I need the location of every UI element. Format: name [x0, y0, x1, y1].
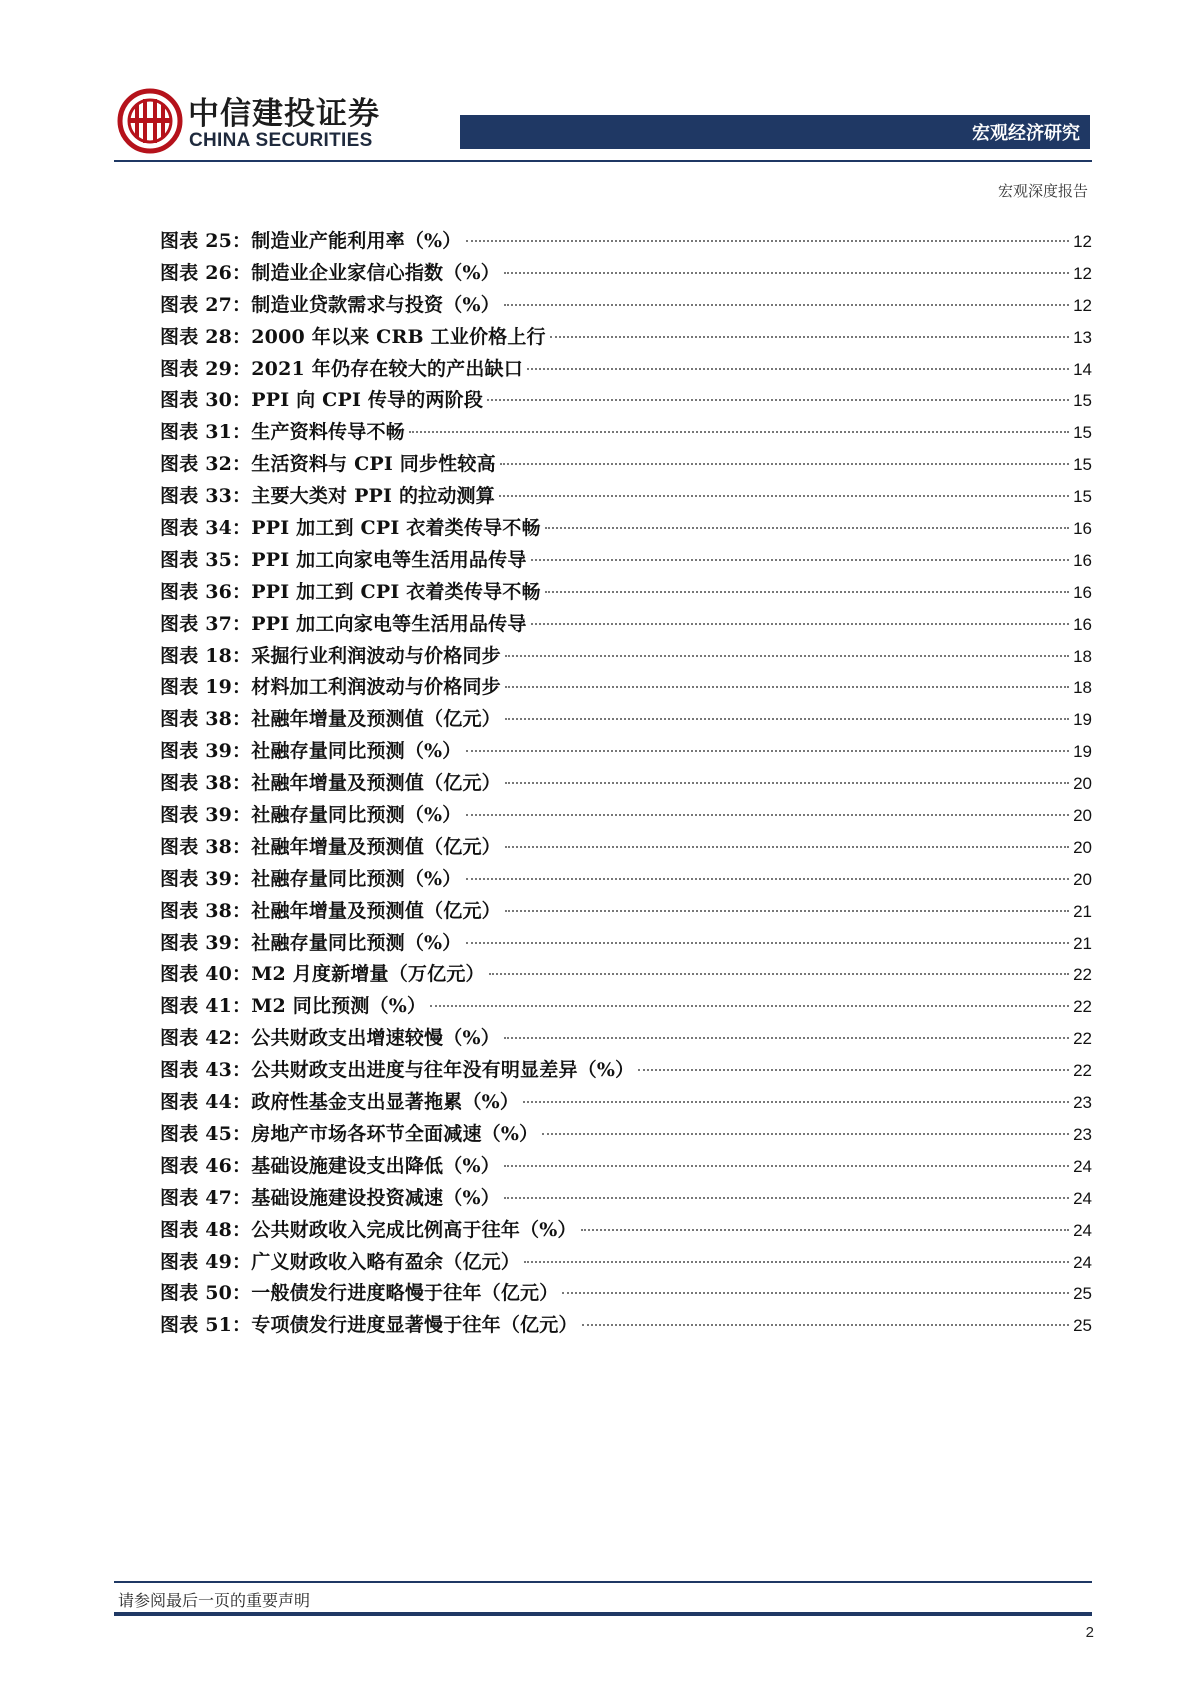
toc-entry-label[interactable]: 图表 44：政府性基金支出显著拖累（%） — [160, 1091, 520, 1114]
toc-leader-dots — [409, 431, 1069, 433]
toc-entry-label[interactable]: 图表 38：社融年增量及预测值（亿元） — [160, 708, 501, 731]
toc-entry-page[interactable]: 22 — [1073, 965, 1092, 985]
toc-entry-label[interactable]: 图表 40：M2 月度新增量（万亿元） — [160, 963, 485, 986]
toc-entry-page[interactable]: 12 — [1073, 232, 1092, 251]
toc-entry-label[interactable]: 图表 29：2021 年仍存在较大的产出缺口 — [160, 357, 523, 380]
toc-entry-page[interactable]: 18 — [1073, 678, 1092, 698]
toc-entry[interactable] — [160, 385, 1092, 417]
toc-entry-page[interactable]: 20 — [1073, 837, 1092, 857]
toc-entry-page[interactable]: 23 — [1073, 1093, 1092, 1113]
toc-leader-dots — [505, 655, 1069, 657]
toc-entry-page[interactable]: 20 — [1073, 869, 1092, 889]
section-label: 宏观经济研究 — [972, 123, 1080, 144]
toc-entry[interactable] — [160, 290, 1092, 322]
toc-entry[interactable] — [160, 896, 1092, 928]
toc-leader-dots — [531, 623, 1070, 625]
brand-name-en: CHINA SECURITIES — [189, 130, 373, 151]
toc-entry-page[interactable]: 12 — [1073, 263, 1092, 283]
toc-entry-page[interactable]: 20 — [1073, 774, 1092, 794]
toc-entry-label[interactable]: 图表 48：公共财政收入完成比例高于往年（%） — [160, 1218, 577, 1241]
toc-leader-dots — [504, 1165, 1069, 1167]
toc-entry-label[interactable]: 图表 19：材料加工利润波动与价格同步 — [160, 676, 501, 699]
footer-divider-bottom — [114, 1612, 1092, 1616]
toc-entry-page[interactable]: 16 — [1073, 550, 1092, 570]
toc-entry-label[interactable]: 图表 25：制造业产能利用率（%） — [160, 230, 462, 252]
toc-leader-dots — [545, 591, 1069, 593]
toc-entry-label[interactable]: 图表 42：公共财政支出增速较慢（%） — [160, 1027, 500, 1050]
toc-entry-page[interactable]: 25 — [1073, 1284, 1092, 1304]
figure-index — [160, 226, 1092, 1342]
toc-entry-page[interactable]: 15 — [1073, 423, 1092, 443]
toc-entry-label[interactable]: 图表 38：社融年增量及预测值（亿元） — [160, 772, 501, 795]
toc-leader-dots — [505, 910, 1069, 912]
brand-name-cn: 中信建投证券 — [188, 96, 380, 132]
toc-entry[interactable] — [160, 1087, 1092, 1119]
toc-entry-label[interactable]: 图表 32：生活资料与 CPI 同步性较高 — [160, 453, 496, 476]
toc-leader-dots — [466, 240, 1070, 242]
toc-entry-page[interactable]: 24 — [1073, 1252, 1092, 1272]
toc-entry[interactable] — [160, 258, 1092, 290]
toc-entry-label[interactable]: 图表 33：主要大类对 PPI 的拉动测算 — [160, 485, 495, 508]
toc-entry-label[interactable]: 图表 39：社融存量同比预测（%） — [160, 740, 462, 763]
toc-entry-page[interactable]: 22 — [1073, 1061, 1092, 1081]
toc-entry-page[interactable]: 24 — [1073, 1220, 1092, 1240]
toc-leader-dots — [499, 495, 1069, 497]
toc-entry-page[interactable]: 25 — [1073, 1316, 1092, 1336]
toc-entry[interactable] — [160, 354, 1092, 386]
toc-entry-label[interactable]: 图表 50：一般债发行进度略慢于往年（亿元） — [160, 1282, 559, 1305]
toc-entry[interactable] — [160, 226, 1092, 258]
toc-entry-page[interactable]: 21 — [1073, 933, 1092, 953]
toc-entry-label[interactable]: 图表 45：房地产市场各环节全面减速（%） — [160, 1122, 539, 1145]
toc-entry[interactable] — [160, 417, 1092, 449]
toc-entry-label[interactable]: 图表 34：PPI 加工到 CPI 衣着类传导不畅 — [160, 517, 541, 540]
toc-leader-dots — [504, 1197, 1069, 1199]
toc-entry-label[interactable]: 图表 39：社融存量同比预测（%） — [160, 867, 462, 890]
toc-leader-dots — [527, 368, 1069, 370]
toc-leader-dots — [505, 718, 1069, 720]
toc-entry-label[interactable]: 图表 38：社融年增量及预测值（亿元） — [160, 835, 501, 858]
toc-entry-page[interactable]: 20 — [1073, 806, 1092, 826]
toc-entry-label[interactable]: 图表 39：社融存量同比预测（%） — [160, 931, 462, 954]
toc-leader-dots — [505, 846, 1069, 848]
toc-entry[interactable] — [160, 1215, 1092, 1247]
toc-entry-page[interactable]: 15 — [1073, 455, 1092, 475]
toc-entry-page[interactable]: 19 — [1073, 710, 1092, 730]
toc-leader-dots — [542, 1133, 1069, 1135]
toc-leader-dots — [466, 750, 1070, 752]
toc-entry[interactable] — [160, 672, 1092, 704]
toc-leader-dots — [562, 1292, 1069, 1294]
toc-entry-page[interactable]: 13 — [1073, 327, 1092, 347]
toc-entry-label[interactable]: 图表 37：PPI 加工向家电等生活用品传导 — [160, 612, 527, 635]
toc-entry[interactable] — [160, 832, 1092, 864]
toc-leader-dots — [531, 559, 1070, 561]
toc-entry[interactable] — [160, 449, 1092, 481]
toc-entry-page[interactable]: 19 — [1073, 742, 1092, 762]
toc-entry[interactable] — [160, 736, 1092, 768]
report-type: 宏观深度报告 — [997, 182, 1088, 200]
toc-leader-dots — [504, 1037, 1069, 1039]
toc-entry-label[interactable]: 图表 43：公共财政支出进度与往年没有明显差异（%） — [160, 1059, 635, 1082]
toc-entry-page[interactable]: 14 — [1073, 359, 1092, 379]
toc-leader-dots — [505, 782, 1069, 784]
toc-entry[interactable] — [160, 513, 1092, 545]
toc-entry-page[interactable]: 21 — [1073, 901, 1092, 921]
toc-leader-dots — [505, 686, 1069, 688]
toc-entry-label[interactable]: 图表 26：制造业企业家信心指数（%） — [160, 261, 500, 284]
toc-entry[interactable] — [160, 1310, 1092, 1342]
toc-entry[interactable] — [160, 864, 1092, 896]
toc-entry[interactable] — [160, 1055, 1092, 1087]
toc-leader-dots — [466, 814, 1070, 816]
toc-leader-dots — [504, 304, 1069, 306]
toc-entry[interactable] — [160, 800, 1092, 832]
header-divider — [114, 160, 1092, 162]
toc-entry-page[interactable]: 16 — [1073, 614, 1092, 634]
toc-entry[interactable] — [160, 545, 1092, 577]
toc-entry-page[interactable]: 18 — [1073, 646, 1092, 666]
toc-entry[interactable] — [160, 1278, 1092, 1310]
toc-entry-page[interactable]: 15 — [1073, 487, 1092, 507]
china-securities-logo — [117, 88, 183, 154]
toc-entry-label[interactable]: 图表 36：PPI 加工到 CPI 衣着类传导不畅 — [160, 580, 541, 603]
toc-leader-dots — [504, 272, 1069, 274]
toc-entry[interactable] — [160, 959, 1092, 991]
toc-entry[interactable] — [160, 1183, 1092, 1215]
disclaimer-note: 请参阅最后一页的重要声明 — [118, 1591, 311, 1610]
toc-leader-dots — [638, 1069, 1069, 1071]
toc-entry-page[interactable]: 24 — [1073, 1156, 1092, 1176]
toc-entry-label[interactable]: 图表 38：社融年增量及预测值（亿元） — [160, 899, 501, 922]
page-header — [0, 0, 1200, 200]
section-banner — [460, 115, 1090, 149]
toc-entry-page[interactable]: 15 — [1073, 391, 1092, 411]
toc-entry[interactable] — [160, 1023, 1092, 1055]
toc-entry[interactable] — [160, 991, 1092, 1023]
toc-leader-dots — [487, 399, 1069, 401]
toc-leader-dots — [582, 1324, 1069, 1326]
toc-leader-dots — [466, 942, 1070, 944]
toc-entry-page[interactable]: 22 — [1073, 1029, 1092, 1049]
toc-entry[interactable] — [160, 1247, 1092, 1279]
toc-entry[interactable] — [160, 704, 1092, 736]
toc-leader-dots — [430, 1005, 1069, 1007]
toc-entry-page[interactable]: 24 — [1073, 1188, 1092, 1208]
toc-entry[interactable] — [160, 641, 1092, 673]
toc-leader-dots — [545, 527, 1069, 529]
toc-leader-dots — [466, 878, 1070, 880]
toc-entry-label[interactable]: 图表 39：社融存量同比预测（%） — [160, 804, 462, 827]
page-number: 2 — [1085, 1624, 1094, 1641]
toc-entry-label[interactable]: 图表 41：M2 同比预测（%） — [160, 995, 427, 1018]
toc-entry[interactable] — [160, 1119, 1092, 1151]
toc-entry[interactable] — [160, 322, 1092, 354]
toc-entry-page[interactable]: 16 — [1073, 582, 1092, 602]
toc-entry-page[interactable]: 16 — [1073, 519, 1092, 539]
toc-entry-label[interactable]: 图表 47：基础设施建设投资减速（%） — [160, 1186, 500, 1209]
toc-entry[interactable] — [160, 481, 1092, 513]
toc-entry-label[interactable]: 图表 30：PPI 向 CPI 传导的两阶段 — [160, 389, 484, 412]
toc-entry[interactable] — [160, 768, 1092, 800]
toc-entry[interactable] — [160, 577, 1092, 609]
toc-entry-label[interactable]: 图表 28：2000 年以来 CRB 工业价格上行 — [160, 325, 546, 348]
toc-entry-page[interactable]: 22 — [1073, 997, 1092, 1017]
toc-leader-dots — [524, 1261, 1069, 1263]
toc-entry-label[interactable]: 图表 27：制造业贷款需求与投资（%） — [160, 293, 500, 316]
toc-entry-label[interactable]: 图表 18：采掘行业利润波动与价格同步 — [160, 644, 501, 667]
toc-entry-label[interactable]: 图表 51：专项债发行进度显著慢于往年（亿元） — [160, 1314, 578, 1337]
footer-divider-top — [114, 1581, 1092, 1583]
toc-leader-dots — [489, 973, 1069, 975]
toc-entry-label[interactable]: 图表 35：PPI 加工向家电等生活用品传导 — [160, 548, 527, 571]
toc-entry-label[interactable]: 图表 49：广义财政收入略有盈余（亿元） — [160, 1250, 521, 1273]
toc-entry[interactable] — [160, 609, 1092, 641]
toc-entry-page[interactable]: 12 — [1073, 295, 1092, 315]
toc-entry-page[interactable]: 23 — [1073, 1124, 1092, 1144]
toc-entry-label[interactable]: 图表 46：基础设施建设支出降低（%） — [160, 1154, 500, 1177]
toc-leader-dots — [500, 463, 1069, 465]
toc-leader-dots — [523, 1101, 1069, 1103]
toc-leader-dots — [581, 1229, 1069, 1231]
toc-entry-label[interactable]: 图表 31：生产资料传导不畅 — [160, 421, 405, 444]
toc-entry[interactable] — [160, 1151, 1092, 1183]
toc-entry[interactable] — [160, 928, 1092, 960]
toc-leader-dots — [550, 336, 1069, 338]
